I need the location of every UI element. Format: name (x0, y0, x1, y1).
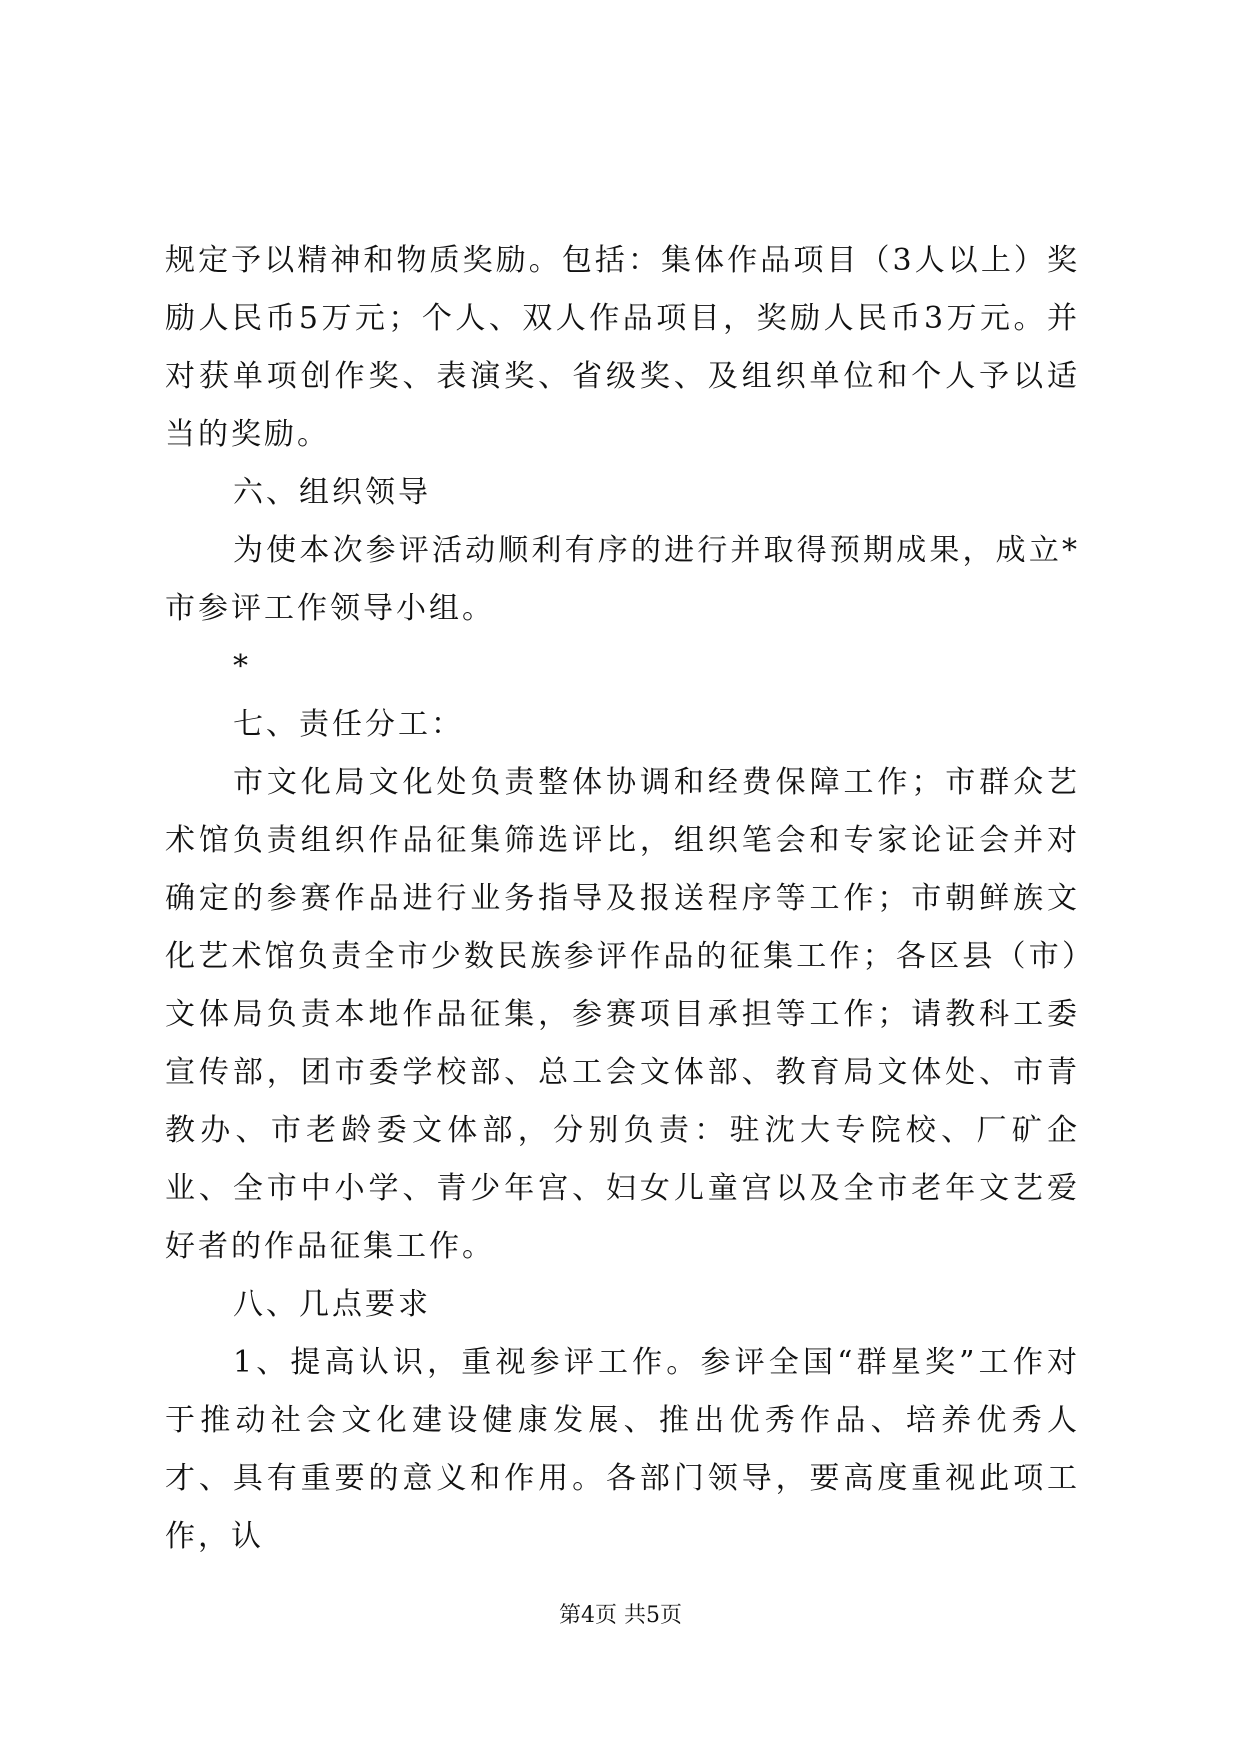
section-heading-organization-leadership: 六、组织领导 (233, 475, 431, 510)
paragraph-leadership-group: 为使本次参评活动顺利有序的进行并取得预期成果，成立*市参评工作领导小组。 (165, 533, 1080, 626)
section-heading-requirements: 八、几点要求 (233, 1287, 431, 1322)
paragraph-responsibilities: 市文化局文化处负责整体协调和经费保障工作；市群众艺术馆负责组织作品征集筛选评比，组织笔会和专家论证会并对确定的参赛作品进行业务指导及报送程序等工作；市朝鲜族文化艺术馆负责全市少数民族参评作品的征集工作；各区县（市）文体局负责本地作品征集，参赛项目承担等工作；请教科工委宣传部，团市委学校部、总工会文体部、教育局文体处、市青教办、市老龄委文体部，分别负责：驻沈大专院校、厂矿企业、全市中小学、青少年宫、妇女儿童宫以及全市老年文艺爱好者的作品征集工作。 (165, 765, 1080, 1264)
document-body (165, 232, 1080, 1566)
placeholder-asterisk: * (233, 649, 251, 684)
section-heading-responsibilities: 七、责任分工： (233, 707, 464, 742)
paragraph-reward-rules: 规定予以精神和物质奖励。包括：集体作品项目（3人以上）奖励人民币5万元；个人、双人作品项目，奖励人民币3万元。并对获单项创作奖、表演奖、省级奖、及组织单位和个人予以适当的奖励。 (165, 243, 1080, 452)
page-number-footer: 第4页 共5页 (559, 1603, 682, 1628)
paragraph-requirement-1: 1、提高认识，重视参评工作。参评全国“群星奖”工作对于推动社会文化建设健康发展、推出优秀作品、培养优秀人才、具有重要的意义和作用。各部门领导，要高度重视此项工作，认 (165, 1345, 1080, 1554)
